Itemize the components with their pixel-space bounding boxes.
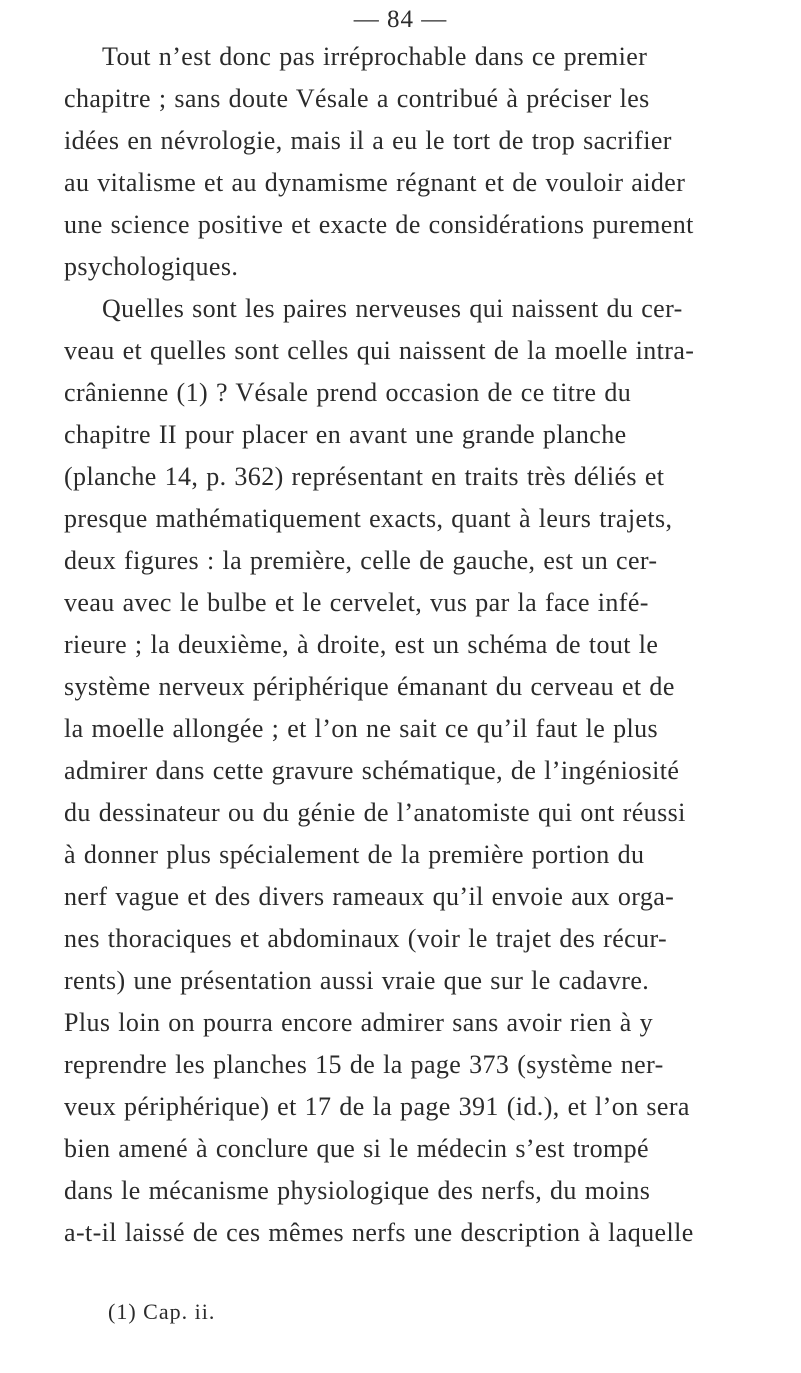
- text-line: reprendre les planches 15 de la page 373 (système ner-: [64, 1050, 664, 1079]
- text-line: rents) une présentation aussi vraie que sur le cadavre.: [64, 966, 650, 995]
- text-line: dans le mécanisme physiologique des nerfs, du moins: [64, 1176, 651, 1205]
- text-line: (planche 14, p. 362) représentant en traits très déliés et: [64, 462, 665, 491]
- text-line: rieure ; la deuxième, à droite, est un schéma de tout le: [64, 630, 659, 659]
- body-text: [64, 36, 736, 1254]
- footnote: (1) Cap. ii.: [108, 1299, 216, 1324]
- text-line: bien amené à conclure que si le médecin s’est trompé: [64, 1134, 649, 1163]
- text-line: veau avec le bulbe et le cervelet, vus par la face infé-: [64, 588, 649, 617]
- text-line: chapitre II pour placer en avant une grande planche: [64, 420, 627, 449]
- text-line: chapitre ; sans doute Vésale a contribué à préciser les: [64, 84, 650, 113]
- text-line: psychologiques.: [64, 252, 239, 281]
- text-line: crânienne (1) ? Vésale prend occasion de ce titre du: [64, 378, 632, 407]
- text-line: au vitalisme et au dynamisme régnant et de vouloir aider: [64, 168, 686, 197]
- text-line: Plus loin on pourra encore admirer sans avoir rien à y: [64, 1008, 653, 1037]
- text-line: deux figures : la première, celle de gauche, est un cer-: [64, 546, 658, 575]
- text-line: veau et quelles sont celles qui naissent de la moelle intra-: [64, 336, 695, 365]
- text-line: du dessinateur ou du génie de l’anatomiste qui ont réussi: [64, 798, 686, 827]
- text-line: nerf vague et des divers rameaux qu’il envoie aux orga-: [64, 882, 675, 911]
- text-line: admirer dans cette gravure schématique, de l’ingéniosité: [64, 756, 680, 785]
- text-line: système nerveux périphérique émanant du cerveau et de: [64, 672, 675, 701]
- text-line: Tout n’est donc pas irréprochable dans ce premier: [102, 42, 648, 71]
- text-line: nes thoraciques et abdominaux (voir le trajet des récur-: [64, 924, 668, 953]
- text-line: la moelle allongée ; et l’on ne sait ce qu’il faut le plus: [64, 714, 659, 743]
- text-line: idées en névrologie, mais il a eu le tort de trop sacrifier: [64, 126, 672, 155]
- text-line: presque mathématiquement exacts, quant à leurs trajets,: [64, 504, 673, 533]
- page-number: — 84 —: [353, 6, 448, 33]
- text-line: a-t-il laissé de ces mêmes nerfs une description à laquelle: [64, 1218, 694, 1247]
- text-line: à donner plus spécialement de la première portion du: [64, 840, 645, 869]
- text-line: une science positive et exacte de considérations purement: [64, 210, 694, 239]
- text-line: veux périphérique) et 17 de la page 391 (id.), et l’on sera: [64, 1092, 690, 1121]
- text-line: Quelles sont les paires nerveuses qui naissent du cer-: [102, 294, 683, 323]
